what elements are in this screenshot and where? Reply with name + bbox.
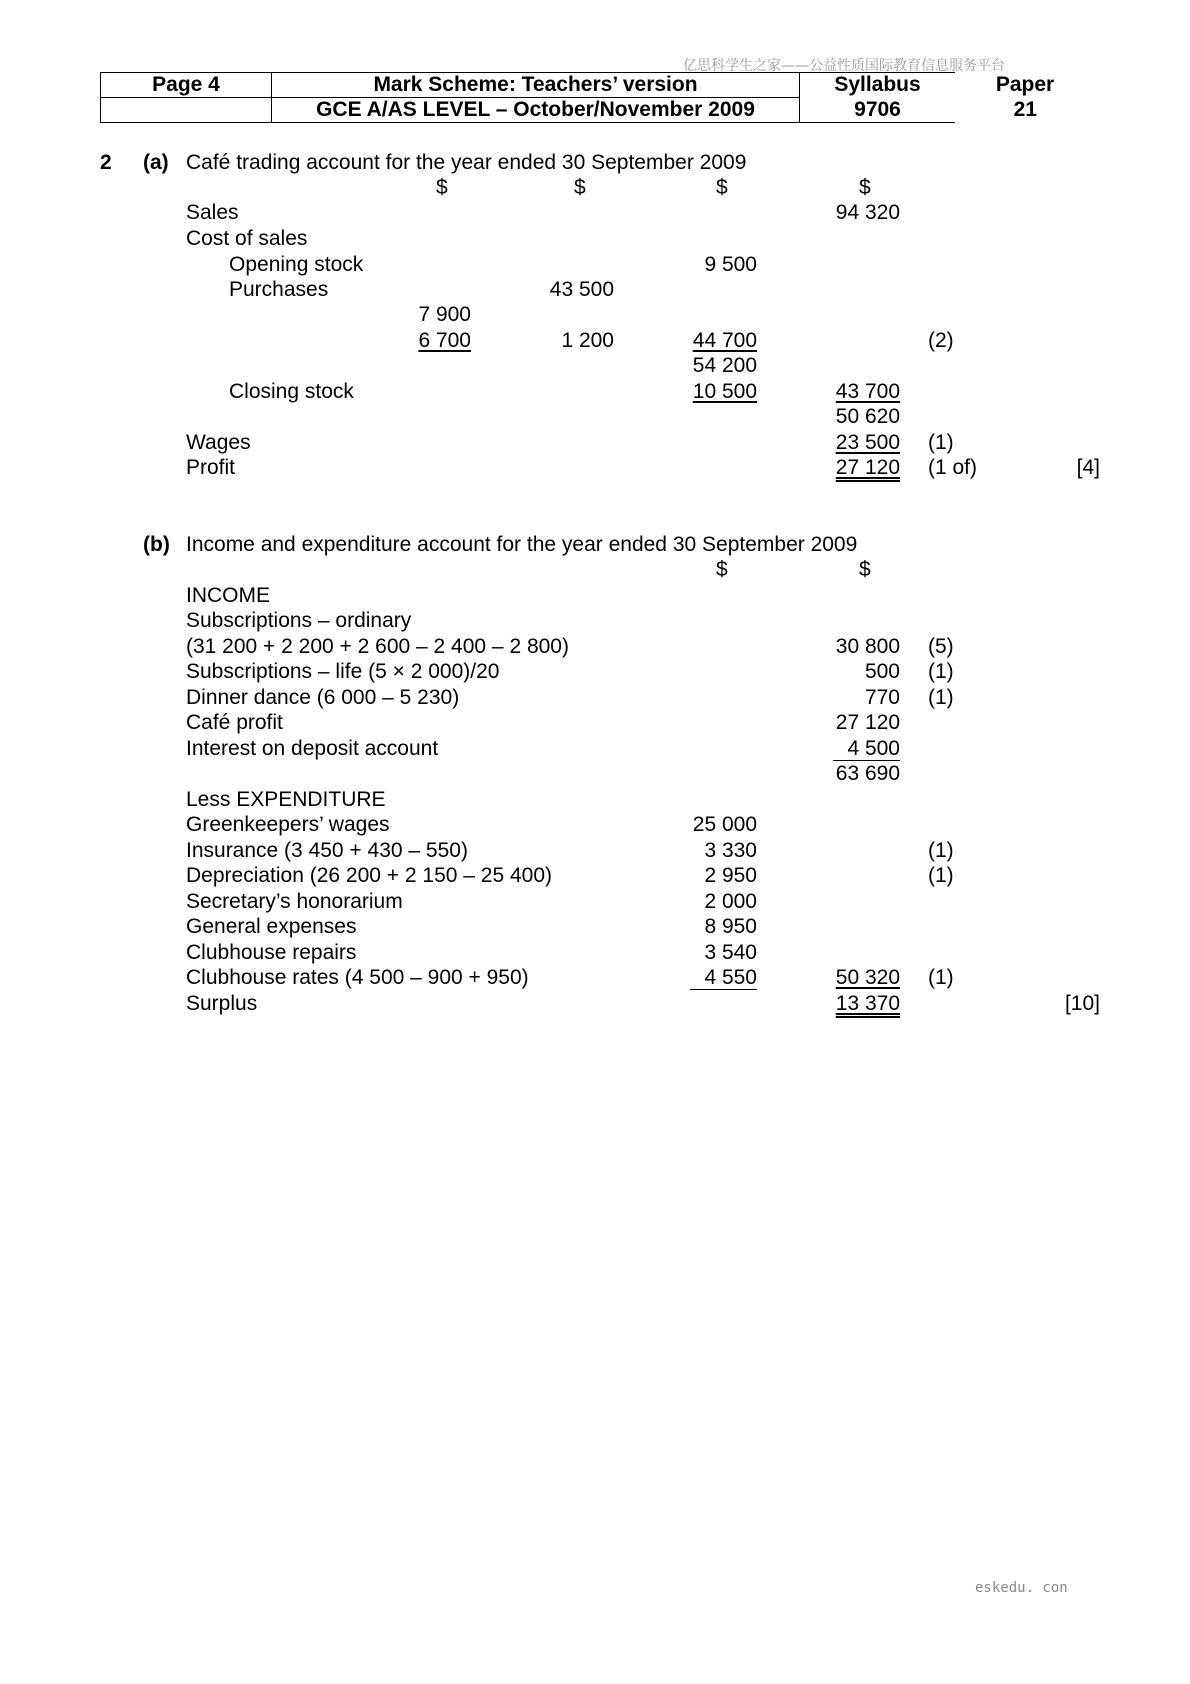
value-expenditure-total-text: 50 320 [835,966,900,989]
header-title: Mark Scheme: Teachers’ version [272,73,800,98]
row-label-profit: Profit [186,456,236,479]
header-table [100,72,1096,123]
mark-dinner-dance: (1) [928,686,954,709]
value-closing-stock-text: 10 500 [692,380,757,403]
header-paper: 21 [1013,98,1037,121]
value-6700 [360,328,471,353]
value-profit-text: 27 120 [835,456,900,479]
mark-wages: (1) [928,431,954,454]
row-label-wages: Wages [186,431,251,454]
header-page: Page 4 [101,73,272,98]
mark-clubhouse-rates: (1) [928,966,954,989]
value-surplus-text: 13 370 [835,992,900,1015]
header-syllabus: 9706 [800,98,956,123]
label-interest: Interest on deposit account [186,737,439,760]
value-54200: 54 200 [692,354,757,377]
value-6700-text: 6 700 [418,329,471,352]
row-label-cost-of-sales: Cost of sales [186,227,308,250]
value-wages [780,430,900,455]
part-b-label: (b) [143,533,170,556]
value-7900: 7 900 [418,303,471,326]
value-interest [780,736,900,761]
mark-purchases: (2) [928,329,954,352]
label-sub-life: Subscriptions – life (5 × 2 000)/20 [186,660,500,683]
value-gross-profit: 50 620 [835,405,900,428]
value-closing-stock [640,379,757,404]
label-depreciation: Depreciation (26 200 + 2 150 – 25 400) [186,864,553,887]
label-general-expenses: General expenses [186,915,357,938]
label-surplus: Surplus [186,992,258,1015]
part-a-title: Café trading account for the year ended 30 September 2009 [186,151,747,174]
currency-a-col4: $ [859,176,871,199]
value-general-expenses: 8 950 [704,915,757,938]
label-clubhouse-repairs: Clubhouse repairs [186,941,357,964]
currency-a-col2: $ [574,176,586,199]
value-sales: 94 320 [835,201,900,224]
label-dinner-dance: Dinner dance (6 000 – 5 230) [186,686,460,709]
row-label-sales: Sales [186,201,239,224]
value-surplus [780,991,900,1016]
value-sub-ordinary: 30 800 [835,635,900,658]
value-clubhouse-rates [640,965,757,990]
value-44700 [640,328,757,353]
value-income-total: 63 690 [835,762,900,785]
label-cafe-profit: Café profit [186,711,283,734]
value-depreciation: 2 950 [704,864,757,887]
row-label-closing-stock: Closing stock [229,380,354,403]
income-heading: INCOME [186,584,270,607]
expenditure-heading: Less EXPENDITURE [186,788,386,811]
label-secretary: Secretary’s honorarium [186,890,403,913]
watermark-bottom: eskedu. con [975,1580,1068,1596]
part-a-label: (a) [143,151,169,174]
value-insurance: 3 330 [704,839,757,862]
value-cost-of-sales-text: 43 700 [835,380,900,403]
watermark-top: 亿思科学生之家——公益性质国际教育信息服务平台 [683,58,1005,74]
total-marks-a: [4] [1076,456,1100,479]
mark-insurance: (1) [928,839,954,862]
question-number: 2 [100,151,112,174]
currency-a-col1: $ [436,176,448,199]
header-empty-cell [101,98,272,123]
value-clubhouse-repairs: 3 540 [704,941,757,964]
mark-sub-ordinary: (5) [928,635,954,658]
header-subtitle: GCE A/AS LEVEL – October/November 2009 [272,98,800,123]
row-label-opening-stock: Opening stock [229,253,364,276]
value-profit [780,455,900,480]
value-cost-of-sales [780,379,900,404]
label-insurance: Insurance (3 450 + 430 – 550) [186,839,468,862]
label-greenkeepers: Greenkeepers’ wages [186,813,390,836]
header-paper-label: Paper [995,73,1055,96]
value-interest-text: 4 500 [833,738,900,761]
value-greenkeepers: 25 000 [692,813,757,836]
currency-a-col3: $ [716,176,728,199]
mark-profit: (1 of) [928,456,978,479]
label-clubhouse-rates: Clubhouse rates (4 500 – 900 + 950) [186,966,529,989]
value-purchases: 43 500 [549,278,614,301]
row-label-purchases: Purchases [229,278,329,301]
currency-b-col4: $ [859,558,871,581]
value-1200: 1 200 [561,329,614,352]
value-secretary: 2 000 [704,890,757,913]
value-cafe-profit: 27 120 [835,711,900,734]
label-sub-ordinary: Subscriptions – ordinary [186,609,412,632]
label-sub-ordinary-calc: (31 200 + 2 200 + 2 600 – 2 400 – 2 800) [186,635,569,658]
value-wages-text: 23 500 [835,431,900,454]
value-opening-stock: 9 500 [704,253,757,276]
currency-b-col3: $ [716,558,728,581]
value-expenditure-total [780,965,900,990]
mark-sub-life: (1) [928,660,954,683]
total-marks-b: [10] [1064,992,1100,1015]
part-b-title: Income and expenditure account for the year ended 30 September 2009 [186,533,858,556]
value-dinner-dance: 770 [864,686,900,709]
value-44700-text: 44 700 [692,329,757,352]
value-sub-life: 500 [864,660,900,683]
header-syllabus-label: Syllabus [800,73,956,98]
mark-depreciation: (1) [928,864,954,887]
value-clubhouse-rates-text: 4 550 [690,967,757,990]
